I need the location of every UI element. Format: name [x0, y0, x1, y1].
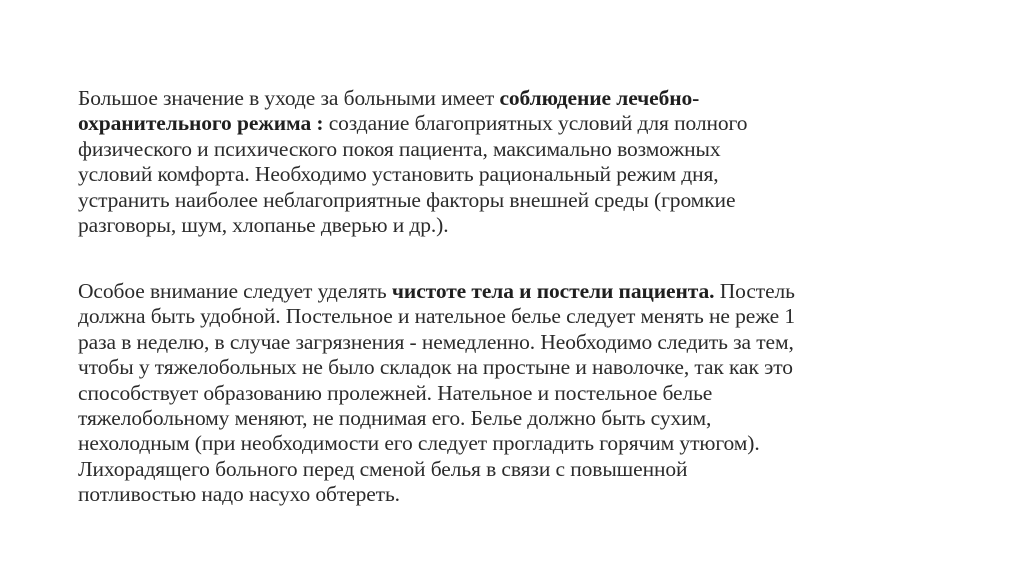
text-line — [78, 188, 958, 213]
text-line — [78, 406, 958, 431]
paragraph-hygiene — [78, 279, 958, 508]
text-line — [78, 279, 958, 304]
paragraph-care-regime — [78, 86, 958, 238]
text-line — [78, 86, 958, 111]
text-line — [78, 381, 958, 406]
text-run: раза в неделю, в случае загрязнения - немедленно. Необходимо следить за тем, — [78, 329, 794, 354]
text-run: устранить наиболее неблагоприятные факторы внешней среды (громкие — [78, 187, 736, 212]
text-line — [78, 111, 958, 136]
text-run: тяжелобольному меняют, не поднимая его. Белье должно быть сухим, — [78, 405, 712, 430]
text-run: нехолодным (при необходимости его следует прогладить горячим утюгом). — [78, 431, 760, 456]
text-run: потливостью надо насухо обтереть. — [78, 482, 400, 507]
bold-text-run: чистоте тела и постели пациента. — [391, 279, 715, 303]
text-line — [78, 304, 958, 329]
text-run: Особое внимание следует уделять — [78, 279, 392, 303]
text-line — [78, 330, 958, 355]
text-line — [78, 137, 958, 162]
text-run: разговоры, шум, хлопанье дверью и др.). — [78, 212, 449, 237]
bold-text-run: соблюдение лечебно- — [499, 86, 700, 110]
text-run: способствует образованию пролежней. Нательное и постельное белье — [78, 380, 713, 405]
text-line — [78, 482, 958, 507]
text-run: создание благоприятных условий для полного — [323, 111, 748, 136]
text-line — [78, 213, 958, 238]
text-run: Лихорадящего больного перед сменой белья в связи с повышенной — [78, 456, 688, 481]
text-run: Большое значение в уходе за больными имеет — [78, 86, 500, 110]
text-run: условий комфорта. Необходимо установить рациональный режим дня, — [78, 162, 719, 187]
bold-text-run: охранительного режима : — [78, 111, 324, 136]
text-run: чтобы у тяжелобольных не было складок на простыне и наволочке, так как это — [78, 355, 793, 380]
text-line — [78, 457, 958, 482]
text-line — [78, 355, 958, 380]
text-line — [78, 431, 958, 456]
text-run: физического и психического покоя пациента, максимально возможных — [78, 136, 721, 161]
text-run: Постель — [714, 279, 795, 303]
text-line — [78, 162, 958, 187]
text-run: должна быть удобной. Постельное и нательное белье следует менять не реже 1 — [78, 304, 796, 329]
